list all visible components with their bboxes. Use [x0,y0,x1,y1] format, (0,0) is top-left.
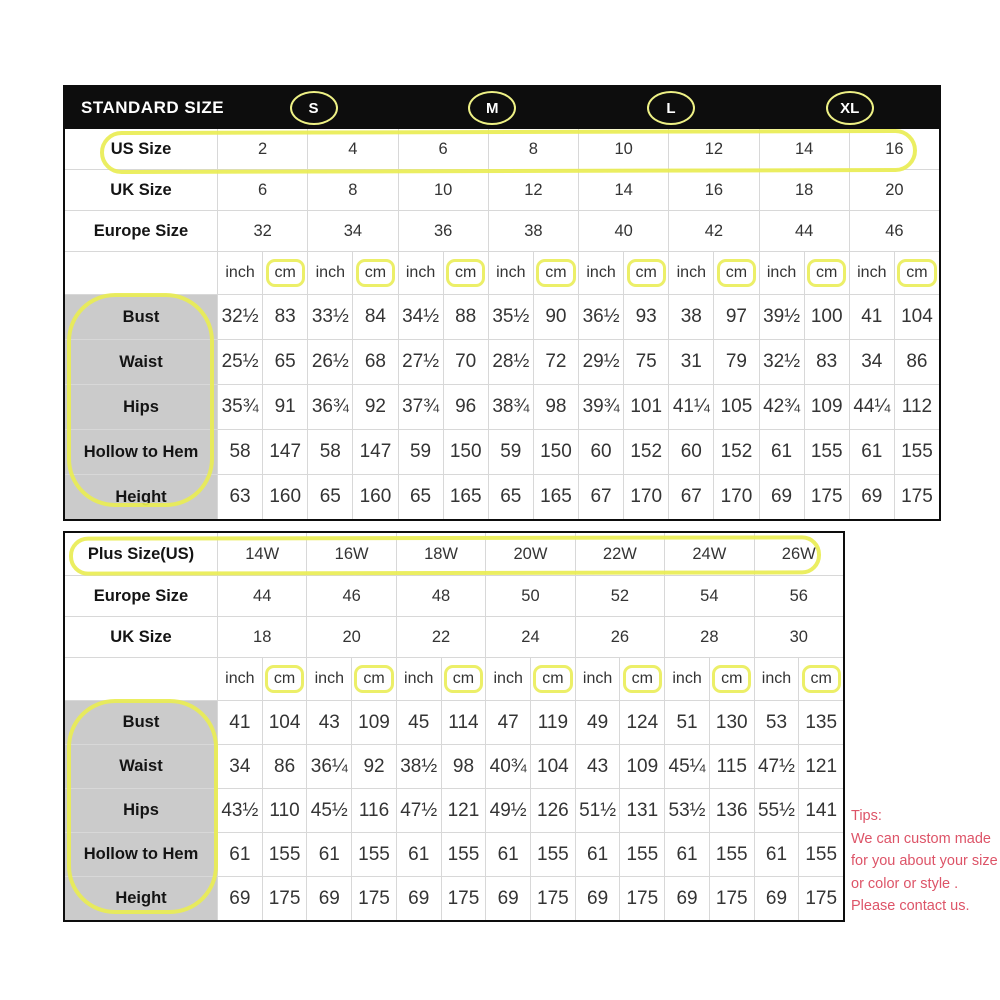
size-cell: 48 [396,576,485,616]
size-cell: 26 [575,617,664,657]
measure-cell: 170 [623,475,668,519]
measure-cell: 83 [804,340,849,384]
cm-highlight-badge: cm [627,259,666,287]
measure-cell: 84 [352,295,397,339]
measure-cell: 119 [530,701,575,744]
measure-cell: 61 [485,833,530,876]
row-label: UK Size [110,180,172,199]
measure-row-bust [65,294,939,339]
size-row-us-size [65,129,939,169]
measure-cell: 51½ [575,789,620,832]
measure-cell: 61 [664,833,709,876]
measure-row-bust [65,700,843,744]
measure-cell: 51 [664,701,709,744]
measure-cell: 34 [217,745,262,788]
cm-highlight-badge: cm [444,665,483,693]
measure-cell: 175 [709,877,754,920]
size-cell: 14 [759,129,849,169]
cm-unit-cell [623,252,668,294]
measure-cell: 38 [668,295,713,339]
size-cell: 20W [485,533,574,575]
header-size-group-xl [760,91,939,125]
measure-cell: 25½ [217,340,262,384]
measure-cell: 35¾ [217,385,262,429]
measure-cell: 40¾ [485,745,530,788]
measure-cell: 175 [894,475,939,519]
measure-cell: 98 [441,745,486,788]
measure-cell: 121 [798,745,843,788]
size-cell: 32 [217,211,307,251]
measure-cell: 75 [623,340,668,384]
standard-size-table [63,85,941,521]
measure-cell: 69 [485,877,530,920]
measure-cell: 60 [578,430,623,474]
measure-row-hips [65,384,939,429]
measure-cell: 31 [668,340,713,384]
measure-row-waist [65,339,939,384]
measure-cell: 43 [306,701,351,744]
size-cell: 14 [578,170,668,210]
plus-size-table [63,531,845,922]
size-cell: 46 [306,576,395,616]
size-cell: 16 [668,170,758,210]
row-label: Europe Size [93,586,189,605]
size-cell: 26W [754,533,843,575]
cm-highlight-badge: cm [265,665,304,693]
measure-cell: 34 [849,340,894,384]
measure-cell: 69 [575,877,620,920]
unit-row-spacer [65,252,217,294]
measure-cell: 59 [488,430,533,474]
measure-cell: 33½ [307,295,352,339]
size-row-plus-size-us- [65,533,843,575]
measure-cell: 49 [575,701,620,744]
measure-cell: 112 [894,385,939,429]
measure-cell: 170 [713,475,758,519]
measure-cell: 96 [443,385,488,429]
inch-unit-cell: inch [575,658,620,700]
row-label: UK Size [110,627,172,646]
inch-unit-cell: inch [488,252,533,294]
measure-cell: 97 [713,295,758,339]
measure-cell: 29½ [578,340,623,384]
size-cell: 54 [664,576,753,616]
cm-unit-cell [441,658,486,700]
plus-size-body [65,533,843,920]
size-oval-xl: XL [826,91,874,125]
header-size-group-l [582,91,761,125]
size-cell: 4 [307,129,397,169]
measure-cell: 61 [754,833,799,876]
size-cell: 16 [849,129,939,169]
cm-highlight-badge: cm [712,665,751,693]
measure-row-hollow-to-hem [65,832,843,876]
measure-row-hips [65,788,843,832]
size-cell: 22W [575,533,664,575]
tips-line: for you about your size [851,853,998,869]
cm-unit-cell [262,252,307,294]
measure-cell: 86 [894,340,939,384]
cm-unit-cell [533,252,578,294]
row-label: Hips [65,385,217,429]
measure-cell: 42¾ [759,385,804,429]
size-row-europe-size [65,210,939,251]
measure-cell: 65 [488,475,533,519]
measure-cell: 69 [754,877,799,920]
measure-cell: 68 [352,340,397,384]
cm-unit-cell [262,658,307,700]
measure-cell: 65 [398,475,443,519]
measure-cell: 131 [619,789,664,832]
measure-cell: 43 [575,745,620,788]
measure-cell: 34½ [398,295,443,339]
size-cell: 18 [759,170,849,210]
measure-cell: 160 [352,475,397,519]
measure-cell: 165 [443,475,488,519]
measure-cell: 175 [619,877,664,920]
measure-cell: 47 [485,701,530,744]
measure-cell: 69 [306,877,351,920]
header-size-group-s [224,91,403,125]
measure-cell: 61 [759,430,804,474]
measure-cell: 61 [575,833,620,876]
measure-cell: 155 [709,833,754,876]
tips-line: or color or style . [851,875,959,892]
inch-unit-cell: inch [578,252,623,294]
measure-cell: 135 [798,701,843,744]
measure-cell: 109 [804,385,849,429]
measure-cell: 32½ [759,340,804,384]
size-cell: 12 [488,170,578,210]
size-cell: 6 [217,170,307,210]
measure-cell: 175 [530,877,575,920]
size-row-uk-size [65,169,939,210]
row-label: Bust [65,295,217,339]
measure-cell: 61 [217,833,262,876]
measure-cell: 121 [441,789,486,832]
measure-cell: 69 [396,877,441,920]
cm-unit-cell [798,658,843,700]
measure-cell: 155 [530,833,575,876]
measure-cell: 32½ [217,295,262,339]
size-cell: 6 [398,129,488,169]
inch-unit-cell: inch [759,252,804,294]
inch-unit-cell: inch [485,658,530,700]
measure-cell: 155 [894,430,939,474]
measure-cell: 27½ [398,340,443,384]
measure-cell: 79 [713,340,758,384]
measure-cell: 100 [804,295,849,339]
measure-cell: 26½ [307,340,352,384]
tips-note [851,805,999,918]
measure-cell: 67 [578,475,623,519]
size-oval-l: L [647,91,695,125]
measure-cell: 72 [533,340,578,384]
measure-cell: 92 [352,385,397,429]
measure-cell: 92 [351,745,396,788]
measure-row-hollow-to-hem [65,429,939,474]
measure-cell: 175 [262,877,307,920]
measure-cell: 130 [709,701,754,744]
measure-cell: 45¼ [664,745,709,788]
inch-unit-cell: inch [396,658,441,700]
measure-cell: 65 [262,340,307,384]
cm-highlight-badge: cm [802,665,841,693]
measure-cell: 45½ [306,789,351,832]
row-label: Height [65,877,217,920]
measure-cell: 124 [619,701,664,744]
measure-cell: 155 [619,833,664,876]
size-cell: 18W [396,533,485,575]
measure-cell: 101 [623,385,668,429]
measure-cell: 58 [217,430,262,474]
row-label: Hips [65,789,217,832]
size-cell: 20 [849,170,939,210]
inch-unit-cell: inch [307,252,352,294]
inch-unit-cell: inch [849,252,894,294]
cm-unit-cell [713,252,758,294]
size-cell: 18 [217,617,306,657]
cm-unit-cell [352,252,397,294]
row-label: Europe Size [93,221,189,240]
measure-cell: 41¼ [668,385,713,429]
measure-cell: 61 [396,833,441,876]
measure-cell: 61 [849,430,894,474]
cm-highlight-badge: cm [717,259,756,287]
unit-row [65,251,939,294]
measure-cell: 152 [713,430,758,474]
size-cell: 2 [217,129,307,169]
size-cell: 14W [217,533,306,575]
tips-line: We can custom made [851,830,991,847]
measure-cell: 147 [352,430,397,474]
measure-cell: 36¼ [306,745,351,788]
measure-cell: 53 [754,701,799,744]
measure-cell: 115 [709,745,754,788]
row-label: Hollow to Hem [65,833,217,876]
measure-cell: 61 [306,833,351,876]
measure-cell: 86 [262,745,307,788]
size-cell: 44 [759,211,849,251]
measure-cell: 109 [619,745,664,788]
size-cell: 24 [485,617,574,657]
measure-cell: 175 [351,877,396,920]
standard-size-title: STANDARD SIZE [81,98,225,117]
measure-cell: 36¾ [307,385,352,429]
size-cell: 42 [668,211,758,251]
size-oval-m: M [468,91,516,125]
measure-cell: 59 [398,430,443,474]
row-label: Waist [65,745,217,788]
cm-unit-cell [619,658,664,700]
measure-cell: 39¾ [578,385,623,429]
row-label: Plus Size(US) [87,544,195,563]
measure-cell: 69 [664,877,709,920]
size-cell: 12 [668,129,758,169]
cm-highlight-badge: cm [623,665,662,693]
row-label: US Size [110,139,172,158]
measure-cell: 114 [441,701,486,744]
size-cell: 8 [488,129,578,169]
measure-cell: 98 [533,385,578,429]
row-label: Height [65,475,217,519]
unit-row [65,657,843,700]
measure-cell: 175 [441,877,486,920]
standard-size-body [65,129,939,519]
measure-cell: 38½ [396,745,441,788]
measure-cell: 28½ [488,340,533,384]
measure-cell: 39½ [759,295,804,339]
size-row-uk-size [65,616,843,657]
measure-cell: 45 [396,701,441,744]
measure-cell: 55½ [754,789,799,832]
measure-cell: 155 [441,833,486,876]
measure-cell: 90 [533,295,578,339]
size-cell: 36 [398,211,488,251]
measure-cell: 69 [759,475,804,519]
measure-cell: 67 [668,475,713,519]
inch-unit-cell: inch [664,658,709,700]
inch-unit-cell: inch [217,658,262,700]
measure-cell: 175 [804,475,849,519]
measure-cell: 110 [262,789,307,832]
header-size-group-m [403,91,582,125]
size-cell: 22 [396,617,485,657]
measure-cell: 175 [798,877,843,920]
measure-cell: 43½ [217,789,262,832]
row-label: Bust [65,701,217,744]
size-cell: 34 [307,211,397,251]
measure-cell: 69 [217,877,262,920]
cm-unit-cell [709,658,754,700]
measure-cell: 126 [530,789,575,832]
size-cell: 8 [307,170,397,210]
measure-cell: 141 [798,789,843,832]
measure-cell: 165 [533,475,578,519]
size-cell: 40 [578,211,668,251]
measure-cell: 93 [623,295,668,339]
measure-cell: 38¾ [488,385,533,429]
size-cell: 10 [398,170,488,210]
cm-highlight-badge: cm [266,259,305,287]
size-row-europe-size [65,575,843,616]
cm-unit-cell [443,252,488,294]
measure-row-height [65,876,843,920]
measure-cell: 109 [351,701,396,744]
size-cell: 28 [664,617,753,657]
row-label: Waist [65,340,217,384]
size-cell: 10 [578,129,668,169]
measure-cell: 63 [217,475,262,519]
unit-row-spacer [65,658,217,700]
inch-unit-cell: inch [668,252,713,294]
measure-cell: 35½ [488,295,533,339]
measure-cell: 155 [351,833,396,876]
measure-cell: 155 [804,430,849,474]
size-cell: 50 [485,576,574,616]
measure-cell: 104 [894,295,939,339]
measure-cell: 47½ [754,745,799,788]
tips-line: Please contact us. [851,898,970,914]
measure-cell: 116 [351,789,396,832]
measure-cell: 36½ [578,295,623,339]
cm-unit-cell [894,252,939,294]
measure-cell: 88 [443,295,488,339]
size-oval-s: S [290,91,338,125]
size-cell: 30 [754,617,843,657]
measure-cell: 58 [307,430,352,474]
inch-unit-cell: inch [398,252,443,294]
measure-cell: 70 [443,340,488,384]
measure-cell: 150 [533,430,578,474]
measure-cell: 65 [307,475,352,519]
cm-highlight-badge: cm [897,259,936,287]
measure-cell: 41 [849,295,894,339]
cm-unit-cell [804,252,849,294]
row-label: Hollow to Hem [65,430,217,474]
cm-highlight-badge: cm [533,665,572,693]
cm-highlight-badge: cm [446,259,485,287]
size-cell: 46 [849,211,939,251]
size-cell: 16W [306,533,395,575]
measure-cell: 44¼ [849,385,894,429]
cm-highlight-badge: cm [354,665,393,693]
cm-unit-cell [351,658,396,700]
inch-unit-cell: inch [754,658,799,700]
size-cell: 38 [488,211,578,251]
measure-cell: 104 [530,745,575,788]
inch-unit-cell: inch [306,658,351,700]
measure-cell: 60 [668,430,713,474]
cm-highlight-badge: cm [356,259,395,287]
size-cell: 24W [664,533,753,575]
cm-unit-cell [530,658,575,700]
measure-cell: 155 [798,833,843,876]
measure-cell: 69 [849,475,894,519]
measure-cell: 155 [262,833,307,876]
measure-cell: 136 [709,789,754,832]
measure-cell: 104 [262,701,307,744]
measure-cell: 83 [262,295,307,339]
size-cell: 20 [306,617,395,657]
cm-highlight-badge: cm [807,259,846,287]
measure-cell: 37¾ [398,385,443,429]
measure-cell: 147 [262,430,307,474]
measure-cell: 105 [713,385,758,429]
tips-title: Tips: [851,808,882,824]
measure-row-waist [65,744,843,788]
measure-row-height [65,474,939,519]
measure-cell: 150 [443,430,488,474]
cm-highlight-badge: cm [536,259,575,287]
size-cell: 56 [754,576,843,616]
measure-cell: 49½ [485,789,530,832]
size-cell: 52 [575,576,664,616]
measure-cell: 53½ [664,789,709,832]
inch-unit-cell: inch [217,252,262,294]
measure-cell: 41 [217,701,262,744]
measure-cell: 47½ [396,789,441,832]
size-cell: 44 [217,576,306,616]
measure-cell: 91 [262,385,307,429]
standard-size-header-bar [65,87,939,129]
measure-cell: 152 [623,430,668,474]
measure-cell: 160 [262,475,307,519]
